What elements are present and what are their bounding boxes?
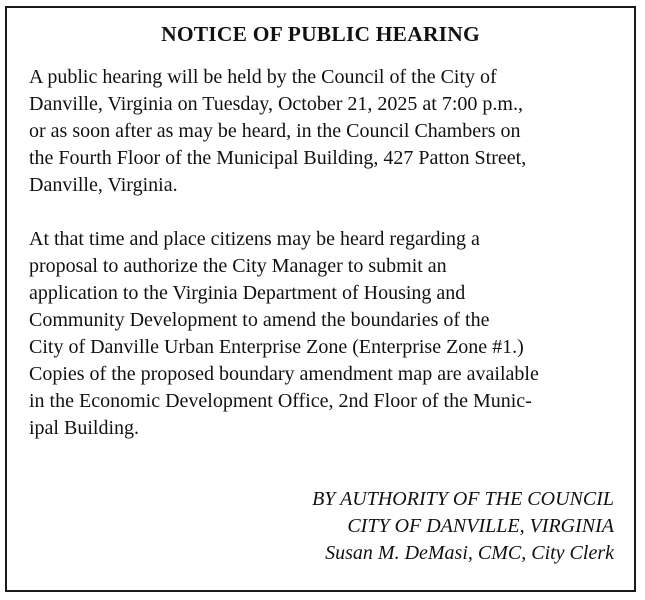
paragraph-line: proposal to authorize the City Manager to submit an <box>29 255 447 277</box>
notice-paragraph-proposal <box>29 226 612 442</box>
paragraph-line: Community Development to amend the boundaries of the <box>29 309 490 331</box>
paragraph-line: in the Economic Development Office, 2nd Floor of the Munic- <box>29 390 532 412</box>
paragraph-line: A public hearing will be held by the Council of the City of <box>29 66 497 88</box>
paragraph-line: or as soon after as may be heard, in the Council Chambers on <box>29 120 521 142</box>
paragraph-line: ipal Building. <box>29 417 139 439</box>
paragraph-line: City of Danville Urban Enterprise Zone (Enterprise Zone #1.) <box>29 336 524 358</box>
notice-paragraph-hearing-details <box>29 64 612 199</box>
paragraph-line: application to the Virginia Department of Housing and <box>29 282 466 304</box>
paragraph-line: Copies of the proposed boundary amendment map are available <box>29 363 539 385</box>
notice-title: NOTICE OF PUBLIC HEARING <box>161 22 480 46</box>
paragraph-line: Danville, Virginia on Tuesday, October 21, 2025 at 7:00 p.m., <box>29 93 523 115</box>
signature-city-line: CITY OF DANVILLE, VIRGINIA <box>347 515 614 537</box>
paragraph-line: Danville, Virginia. <box>29 174 178 196</box>
signature-block <box>312 486 614 567</box>
paragraph-line: the Fourth Floor of the Municipal Building, 427 Patton Street, <box>29 147 527 169</box>
signature-clerk-line: Susan M. DeMasi, CMC, City Clerk <box>325 542 614 564</box>
paragraph-line: At that time and place citizens may be heard regarding a <box>29 228 480 250</box>
public-hearing-notice <box>5 6 636 592</box>
signature-authority-line: BY AUTHORITY OF THE COUNCIL <box>312 488 614 510</box>
